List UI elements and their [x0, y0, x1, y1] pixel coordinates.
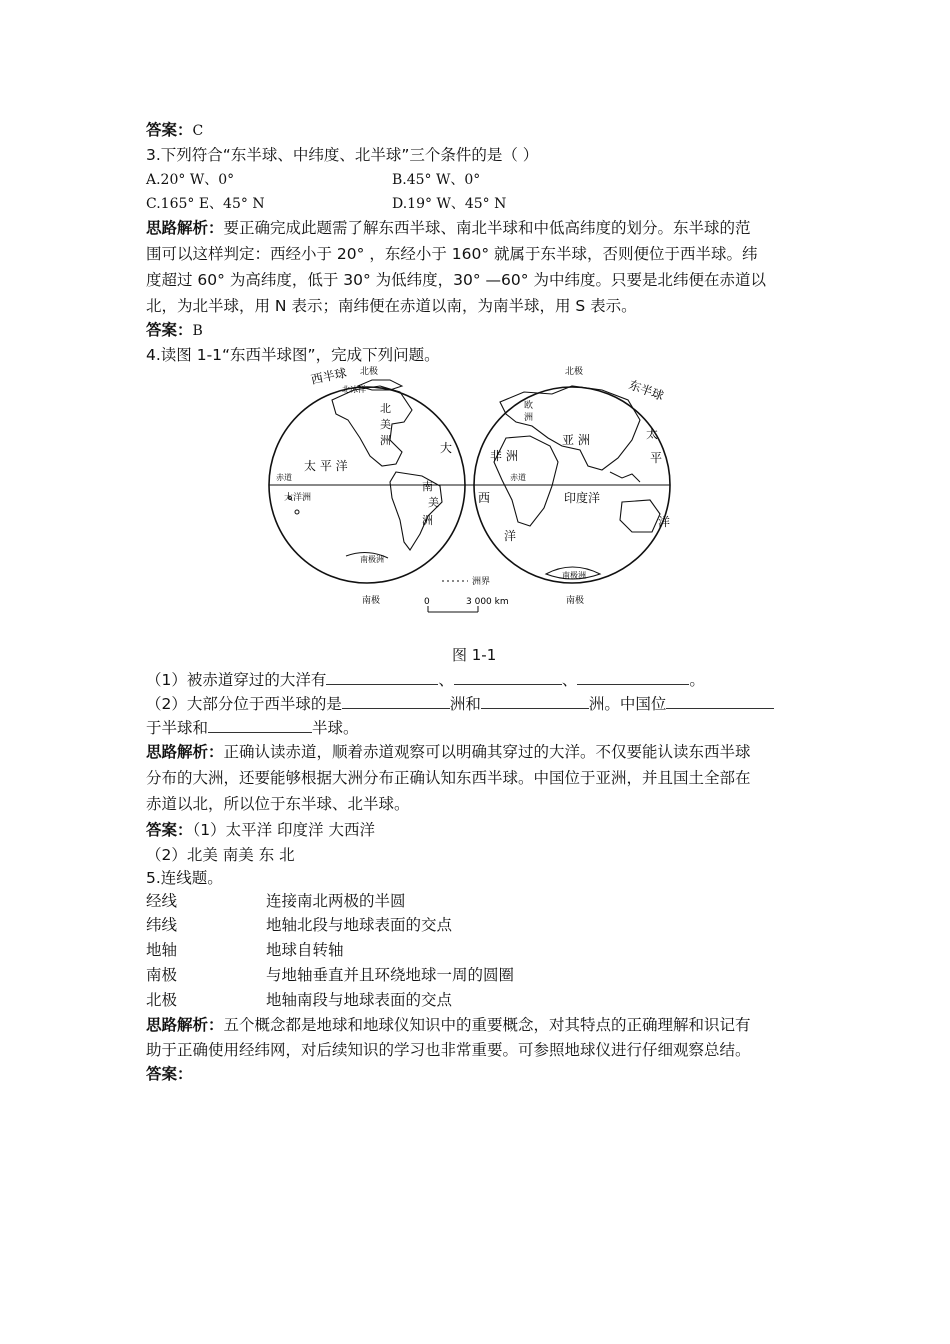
analysis-label: 思路解析： — [146, 219, 224, 237]
answer-blank[interactable] — [208, 716, 312, 733]
q4-2-text: 半球。 — [312, 719, 359, 737]
answer-blank[interactable] — [481, 692, 589, 709]
island — [295, 510, 299, 514]
analysis-4-line-2: 分布的大洲，还要能够根据大洲分布正确认知东西半球。中国位于亚洲，并且国土全部在 — [146, 769, 751, 787]
africa-label: 非 洲 — [490, 449, 518, 463]
question-3: 3.下列符合“东半球、中纬度、北半球”三个条件的是（ ） — [146, 146, 539, 164]
analysis-5-line-2: 助于正确使用经纬网，对后续知识的学习也非常重要。可参照地球仪进行仔细观察总结。 — [146, 1041, 751, 1059]
q4-2-text: 于半球和 — [146, 719, 209, 737]
analysis-5-line-1 — [146, 1013, 751, 1037]
answer-label: 答案： — [146, 121, 193, 139]
indian-ocean-label: 印度洋 — [564, 491, 601, 505]
answer-5-label: 答案： — [146, 1065, 193, 1083]
pacific-label-west: 太 平 洋 — [304, 459, 348, 473]
answer-blank[interactable] — [666, 692, 774, 709]
answer-label: 答案： — [146, 821, 193, 839]
pacific-label-east-1: 太 — [646, 427, 659, 441]
atlantic-label-east-1: 西 — [478, 491, 491, 505]
option-d: D.19° W、45° N — [392, 196, 507, 212]
north-pole-label-west: 北极 — [360, 367, 379, 377]
antarctica-label-west: 南极洲 — [360, 555, 384, 564]
q4-2-text: 洲。中国位 — [588, 695, 667, 713]
answer-label: 答案： — [146, 321, 193, 339]
match-left-3: 地轴 — [146, 941, 178, 959]
east-hemisphere-label: 东半球 — [626, 377, 666, 404]
south-america-shape — [390, 472, 442, 550]
analysis-3-line-1 — [146, 216, 751, 240]
europe-label-1: 欧 — [524, 401, 534, 411]
analysis-text: 五个概念都是地球和地球仪知识中的重要概念，对其特点的正确理解和识记有 — [223, 1016, 751, 1034]
analysis-text: 正确认读赤道，顺着赤道观察可以明确其穿过的大洋。不仅要能认读东西半球 — [223, 743, 751, 761]
match-right-3: 地球自转轴 — [266, 941, 344, 959]
answer-4-line-1 — [146, 818, 375, 842]
analysis-text: 要正确完成此题需了解东西半球、南北半球和中低高纬度的划分。东半球的范 — [223, 219, 751, 237]
match-right-1: 连接南北两极的半圆 — [266, 892, 406, 910]
arctic-ocean-label: 北冰洋 — [342, 385, 366, 394]
pacific-label-east-3: 洋 — [658, 515, 671, 529]
scale-bar — [424, 597, 509, 612]
pacific-label-east-2: 平 — [650, 451, 663, 465]
answer-value: （1）太平洋 印度洋 大西洋 — [192, 821, 375, 839]
scale-distance: 3 000 km — [466, 597, 509, 607]
option-b: B.45° W、0° — [392, 172, 481, 188]
southeast-asia-islands — [610, 472, 640, 482]
match-left-4: 南极 — [146, 966, 178, 984]
match-left-2: 纬线 — [146, 916, 178, 934]
match-left-1: 经线 — [146, 892, 178, 910]
q4-2-text: 洲和 — [449, 695, 481, 713]
answer-blank[interactable] — [577, 668, 689, 685]
answer-3-line — [146, 318, 203, 343]
question-4: 4.读图 1-1“东西半球图”，完成下列问题。 — [146, 346, 440, 364]
atlantic-label-west: 大 — [440, 441, 453, 455]
question-4-2 — [146, 692, 774, 716]
north-america-label-2: 美 — [380, 418, 391, 431]
legend-label: 洲界 — [472, 577, 491, 587]
south-pole-label-east: 南极 — [566, 596, 585, 606]
answer-value: B — [192, 323, 203, 339]
south-america-label-3: 洲 — [422, 514, 433, 527]
analysis-3-line-2: 围可以这样判定：西经小于 20° ，东经小于 160° 就属于东半球，否则便位于西半球。纬 — [146, 245, 758, 263]
hemispheres-map — [262, 362, 682, 622]
south-america-label-1: 南 — [422, 480, 433, 493]
figure-caption: 图 1-1 — [452, 646, 497, 664]
north-america-label-1: 北 — [380, 402, 391, 415]
separator: 、 — [438, 671, 454, 689]
question-4-1 — [146, 668, 705, 692]
answer-blank[interactable] — [326, 668, 438, 685]
north-america-label-3: 洲 — [380, 434, 391, 447]
separator: 。 — [689, 671, 705, 689]
asia-label: 亚 洲 — [562, 433, 590, 447]
match-right-4: 与地轴垂直并且环绕地球一周的圆圈 — [266, 966, 515, 984]
legend — [442, 575, 490, 587]
match-right-2: 地轴北段与地球表面的交点 — [266, 916, 453, 934]
analysis-label: 思路解析： — [146, 1016, 224, 1034]
match-left-5: 北极 — [146, 991, 178, 1009]
analysis-4-line-1 — [146, 740, 751, 764]
antarctica-label-east: 南极洲 — [562, 571, 586, 580]
australia-shape — [620, 500, 660, 532]
answer-4-line-2: （2）北美 南美 东 北 — [146, 846, 295, 864]
q4-2-text: （2）大部分位于西半球的是 — [146, 695, 342, 713]
south-pole-label-west: 南极 — [362, 596, 381, 606]
north-pole-label-east: 北极 — [565, 367, 584, 377]
west-hemisphere-label: 西半球 — [309, 365, 348, 387]
answer-value: C — [192, 123, 204, 139]
south-america-label-2: 美 — [428, 496, 439, 509]
separator: 、 — [561, 671, 578, 689]
option-a: A.20° W、0° — [146, 172, 235, 188]
analysis-4-line-3: 赤道以北，所以位于东半球、北半球。 — [146, 795, 410, 813]
answer-blank[interactable] — [342, 692, 450, 709]
analysis-3-line-3: 度超过 60° 为高纬度，低于 30° 为低纬度，30° —60° 为中纬度。只要是北纬便在赤道以 — [146, 271, 766, 289]
equator-label-west: 赤道 — [276, 473, 292, 482]
q4-1-text: （1）被赤道穿过的大洋有 — [146, 671, 327, 689]
question-5: 5.连线题。 — [146, 869, 223, 887]
north-america-shape — [332, 386, 412, 466]
option-c: C.165° E、45° N — [146, 196, 265, 212]
scale-zero: 0 — [424, 597, 430, 607]
oceania-label: 大洋洲 — [284, 493, 312, 503]
analysis-3-line-4: 北，为北半球，用 N 表示；南纬便在赤道以南，为南半球，用 S 表示。 — [146, 297, 637, 315]
europe-label-2: 洲 — [524, 413, 534, 423]
answer-blank[interactable] — [454, 668, 562, 685]
equator-label-east: 赤道 — [510, 473, 526, 482]
question-4-2-cont — [146, 716, 359, 740]
atlantic-label-east-2: 洋 — [504, 529, 517, 543]
match-right-5: 地轴南段与地球表面的交点 — [266, 991, 453, 1009]
analysis-label: 思路解析： — [146, 743, 224, 761]
answer-line — [146, 118, 203, 143]
